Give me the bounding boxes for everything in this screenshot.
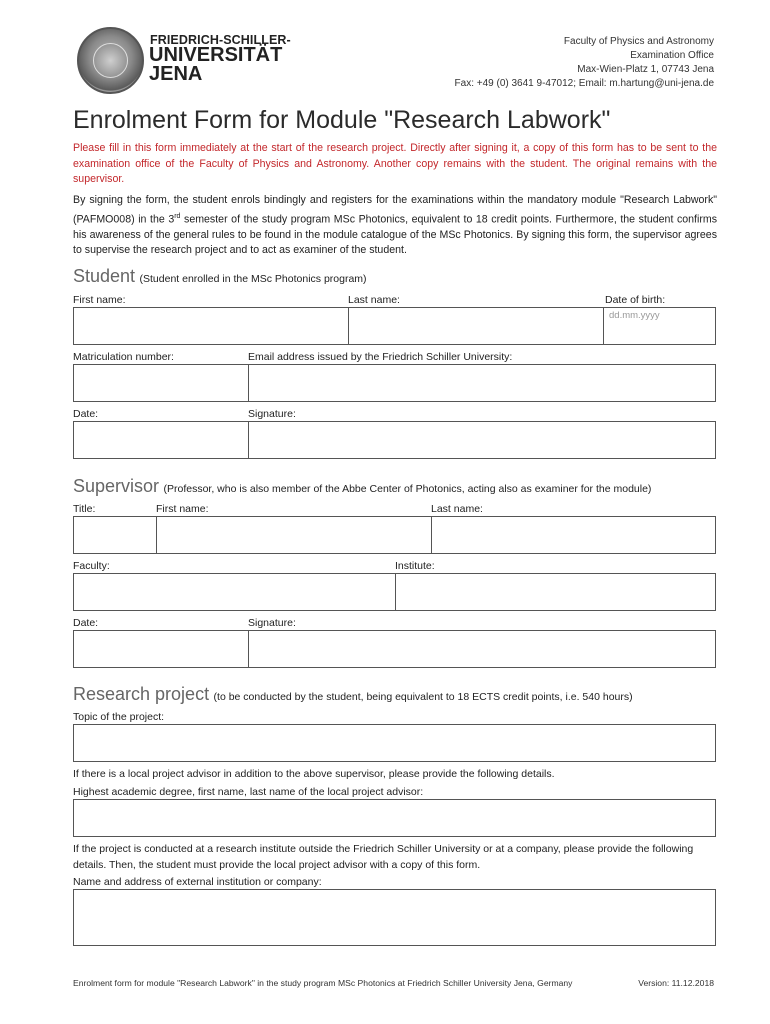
project-topic-label: Topic of the project:: [73, 711, 165, 723]
intro-text-part1: By signing the form, the student enrols bindingly and registers for the examinations within the mandatory module "Research Labwork" (PAFMO008) in the 3: [73, 194, 717, 226]
project-note: (to be conducted by the student, being equivalent to 18 ECTS credit points, i.e. 540 hours): [213, 691, 633, 703]
address-line-3: Max-Wien-Platz 1, 07743 Jena: [577, 64, 714, 75]
student-sign-row: [73, 421, 716, 459]
advisor-label: Highest academic degree, first name, last name of the local project advisor:: [73, 786, 424, 798]
footer-text: Enrolment form for module "Research Labwork" in the study program MSc Photonics at Friedrich Schiller University Jena, Germany: [73, 978, 573, 988]
student-last-name-field[interactable]: [349, 308, 603, 344]
address-line-1: Faculty of Physics and Astronomy: [563, 36, 714, 47]
student-last-name-label: Last name:: [348, 294, 400, 306]
student-heading: Student: [73, 266, 136, 286]
student-first-name-field[interactable]: [74, 308, 348, 344]
student-signature-label: Signature:: [248, 408, 296, 420]
supervisor-date-field[interactable]: [74, 631, 248, 667]
supervisor-section-header: [73, 476, 651, 497]
supervisor-last-name-field[interactable]: [432, 517, 715, 553]
supervisor-sign-row: [73, 630, 716, 668]
external-institution-label: Name and address of external institution or company:: [73, 876, 322, 888]
external-info-text: If the project is conducted at a research institute outside the Friedrich Schiller University or at a company, please provide the following details. Then, the student must provide the local project advisor with a copy of this form.: [73, 843, 694, 871]
external-institution-field[interactable]: [73, 889, 716, 946]
supervisor-title-field[interactable]: [74, 517, 156, 553]
student-matriculation-label: Matriculation number:: [73, 351, 174, 363]
project-section-header: [73, 684, 633, 705]
student-date-field[interactable]: [74, 422, 248, 458]
supervisor-faculty-label: Faculty:: [73, 560, 110, 572]
intro-superscript: rd: [174, 212, 181, 220]
student-dob-label: Date of birth:: [605, 294, 666, 306]
student-dob-placeholder: dd.mm.yyyy: [609, 310, 660, 321]
supervisor-faculty-field[interactable]: [74, 574, 395, 610]
supervisor-first-name-field[interactable]: [157, 517, 431, 553]
advisor-info-text: If there is a local project advisor in addition to the above supervisor, please provide the following details.: [73, 768, 555, 780]
supervisor-note: (Professor, who is also member of the Abbe Center of Photonics, acting also as examiner for the module): [163, 483, 652, 495]
student-first-name-label: First name:: [73, 294, 126, 306]
project-heading: Research project: [73, 684, 210, 704]
supervisor-last-name-label: Last name:: [431, 503, 483, 515]
supervisor-affiliation-row: [73, 573, 716, 611]
student-section-header: [73, 266, 367, 287]
student-signature-field[interactable]: [249, 422, 715, 458]
intro-paragraph: [73, 193, 717, 259]
university-name-line3: JENA: [149, 63, 203, 85]
student-name-row: [73, 307, 716, 345]
address-line-4: Fax: +49 (0) 3641 9-47012; Email: m.hartung@uni-jena.de: [454, 78, 714, 89]
version-label: Version: 11.12.2018: [638, 978, 714, 988]
university-name-line1: FRIEDRICH-SCHILLER-: [150, 33, 291, 47]
instruction-text: Please fill in this form immediately at the start of the research project. Directly after signing it, a copy of this form has to be sent to the examination office of the Faculty of Physics and Astronomy. Another copy remains with the student. The original remains with the supervisor.: [73, 142, 717, 185]
supervisor-signature-label: Signature:: [248, 617, 296, 629]
supervisor-date-label: Date:: [73, 617, 99, 629]
supervisor-institute-label: Institute:: [395, 560, 435, 572]
supervisor-name-row: [73, 516, 716, 554]
supervisor-institute-field[interactable]: [396, 574, 715, 610]
student-date-label: Date:: [73, 408, 99, 420]
student-email-label: Email address issued by the Friedrich Schiller University:: [248, 351, 513, 363]
project-topic-field[interactable]: [73, 724, 716, 762]
university-seal-logo: [77, 27, 144, 94]
supervisor-signature-field[interactable]: [249, 631, 715, 667]
supervisor-first-name-label: First name:: [156, 503, 209, 515]
student-dob-field[interactable]: [604, 308, 715, 344]
student-note: (Student enrolled in the MSc Photonics program): [139, 273, 367, 285]
page-title: Enrolment Form for Module "Research Labwork": [73, 106, 611, 134]
university-name-line2: UNIVERSITÄT: [149, 44, 283, 66]
address-line-2: Examination Office: [630, 50, 714, 61]
student-contact-row: [73, 364, 716, 402]
supervisor-title-label: Title:: [73, 503, 96, 515]
supervisor-heading: Supervisor: [73, 476, 160, 496]
intro-text-part2: semester of the study program MSc Photonics, equivalent to 18 credit points. Furthermore, the student confirms his awareness of the general rules to be found in the module catalogue of the MSc Photonics. By signing this form, the supervisor agrees to supervise the research project and to act as examiner of the student.: [73, 213, 718, 257]
student-email-field[interactable]: [249, 365, 715, 401]
advisor-field[interactable]: [73, 799, 716, 837]
student-matriculation-field[interactable]: [74, 365, 248, 401]
